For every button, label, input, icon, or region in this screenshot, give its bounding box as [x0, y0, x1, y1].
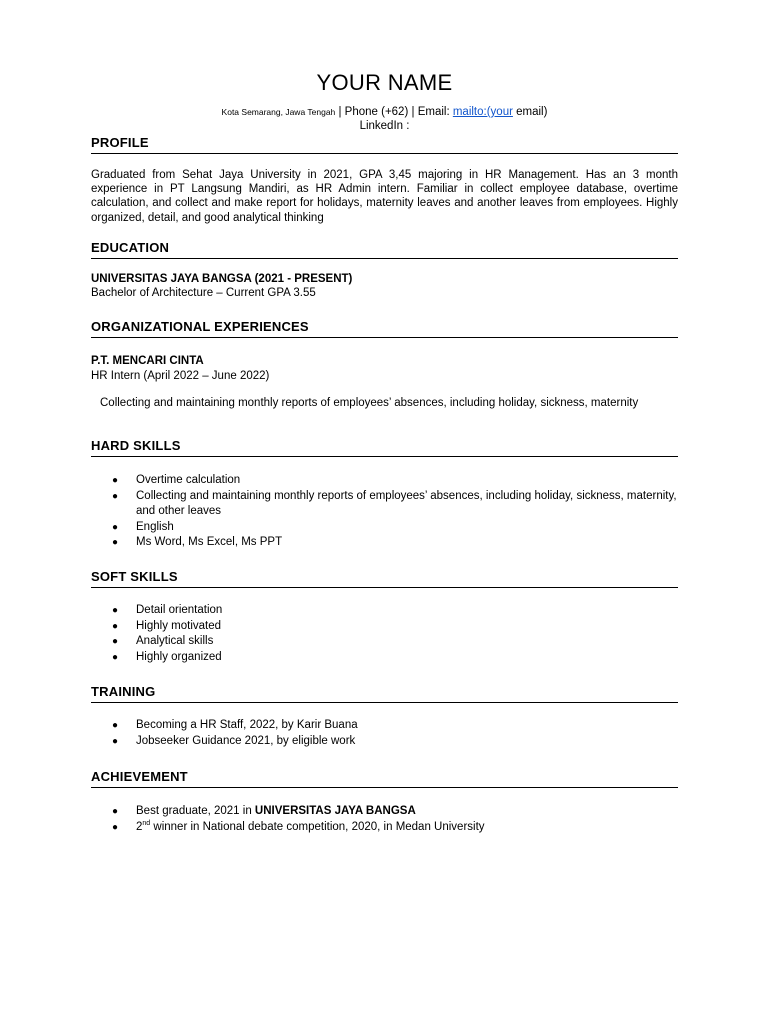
bullet-icon: ●: [112, 605, 119, 616]
list-item-text: Overtime calculation: [136, 474, 241, 486]
contact-line: [91, 104, 678, 120]
list-item-text: Detail orientation: [136, 604, 223, 616]
list-item: [91, 619, 678, 635]
email-label: Email:: [417, 106, 453, 118]
list-item: [91, 473, 678, 489]
section-title-hard-skills: HARD SKILLS: [91, 438, 678, 457]
soft-skills-list: [91, 603, 678, 665]
email-rest: email): [512, 106, 548, 118]
candidate-name: YOUR NAME: [316, 70, 453, 95]
list-item-text: winner in National debate competition, 2020, in Medan University: [150, 820, 485, 833]
bullet-icon: ●: [112, 651, 119, 663]
profile-text: Graduated from Sehat Jaya University in 2021, GPA 3,45 majoring in HR Management. Has an 3 month experience in PT Langsung Mandiri, as HR Admin intern. Familiar in collect employee database, overtime calculation, and collect and make report for holidays, maternity leaves and another leaves from employees. Highly organized, detail, and good analytical thinking: [91, 169, 678, 224]
education-degree: Bachelor of Architecture – Current GPA 3.55: [91, 287, 316, 299]
email-link[interactable]: mailto:(your: [452, 106, 513, 118]
section-title-achievement: ACHIEVEMENT: [91, 769, 678, 788]
list-item: [91, 804, 678, 820]
separator: |: [408, 106, 418, 118]
bullet-icon: ●: [112, 521, 119, 533]
section-title-education: EDUCATION: [91, 240, 678, 259]
bullet-icon: ●: [112, 475, 119, 486]
separator: |: [335, 106, 345, 118]
training-list: [91, 718, 678, 749]
list-item: [91, 650, 678, 666]
list-item: [91, 535, 678, 551]
list-item: [91, 718, 678, 734]
list-item: [91, 489, 678, 520]
phone-text: Phone (+62): [344, 106, 409, 118]
bullet-icon: ●: [112, 720, 119, 731]
list-item-text: Jobseeker Guidance 2021, by eligible work: [136, 734, 356, 747]
section-title-experience: ORGANIZATIONAL EXPERIENCES: [91, 319, 678, 338]
location-text: Kota Semarang, Jawa Tengah: [221, 107, 336, 117]
list-item-text: Collecting and maintaining monthly reports of employees’ absences, including holiday, sickness, maternity, and other leaves: [136, 489, 677, 518]
list-item: [91, 634, 678, 650]
list-item-text: Ms Word, Ms Excel, Ms PPT: [136, 536, 283, 549]
bullet-icon: ●: [112, 636, 119, 648]
bullet-icon: ●: [112, 735, 119, 747]
list-item-text: Best graduate, 2021 in: [136, 805, 255, 817]
linkedin-text: LinkedIn :: [359, 120, 410, 132]
experience-role: HR Intern (April 2022 – June 2022): [91, 370, 270, 382]
list-item: [91, 734, 678, 750]
section-title-soft-skills: SOFT SKILLS: [91, 569, 678, 588]
list-item-bold-text: UNIVERSITAS JAYA BANGSA: [254, 805, 416, 817]
list-item: [91, 820, 678, 836]
list-item: [91, 520, 678, 536]
section-title-training: TRAINING: [91, 684, 678, 703]
hard-skills-list: [91, 473, 678, 551]
list-item-text: Becoming a HR Staff, 2022, by Karir Buana: [136, 719, 358, 731]
section-title-profile: PROFILE: [91, 135, 678, 154]
ordinal-number: 2: [136, 820, 143, 833]
bullet-icon: ●: [112, 537, 119, 549]
education-school: UNIVERSITAS JAYA BANGSA (2021 - PRESENT): [91, 273, 353, 285]
list-item-text: Highly organized: [136, 650, 222, 663]
list-item-text: Analytical skills: [136, 635, 214, 648]
bullet-icon: ●: [112, 821, 119, 833]
experience-company: P.T. MENCARI CINTA: [91, 355, 204, 367]
experience-description: Collecting and maintaining monthly reports of employees’ absences, including holiday, sickness, maternity: [100, 397, 639, 409]
bullet-icon: ●: [112, 620, 119, 632]
ordinal-suffix: nd: [142, 819, 151, 827]
bullet-icon: ●: [112, 806, 119, 817]
achievement-list: [91, 804, 678, 835]
bullet-icon: ●: [112, 490, 119, 502]
list-item: [91, 603, 678, 619]
list-item-text: English: [136, 520, 174, 533]
list-item-text: Highly motivated: [136, 619, 222, 632]
